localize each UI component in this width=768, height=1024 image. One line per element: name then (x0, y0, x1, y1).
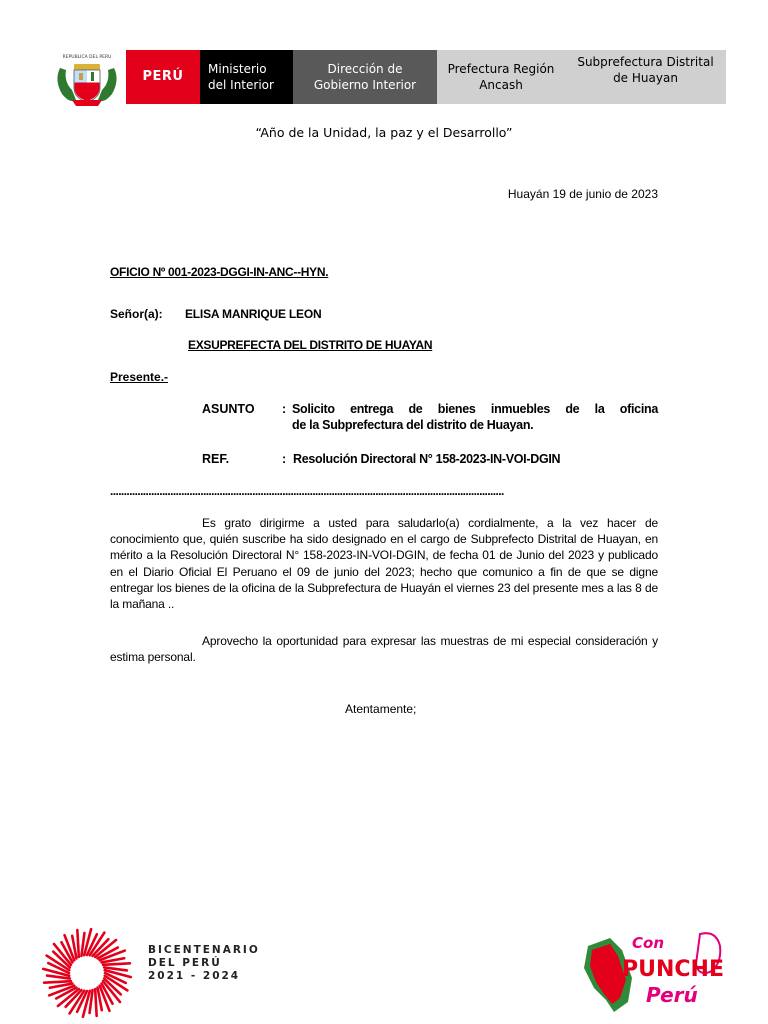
ref-colon: : (282, 452, 287, 466)
dotted-separator: ................................................................................................................................................ (110, 484, 504, 498)
recipient-title: EXSUPREFECTA DEL DISTRITO DE HUAYAN (188, 338, 433, 352)
body-paragraph-1: Es grato dirigirme a usted para saludarlo(a) cordialmente, a la vez hacer de conocimiento que, quién suscribe ha sido designado en el cargo de Subprefecto Distrital de Huayan, en mérito a la Resolución Directoral N° 158-2023-IN-VOI-DGIN, de fecha 01 de Junio del 2023 y publicado en el Diario Oficial El Peruano el 09 de junio del 2023; hecho que comunico a fin de que se digne entregar los bienes de la oficina de la Subprefectura de Huayán el viernes 23 del presente mes a las 8 de la mañana .. (110, 516, 658, 612)
bicentenario-logo-icon (38, 928, 136, 1018)
recipient-name: ELISA MANRIQUE LEON (185, 307, 322, 321)
subprefectura-label: Subprefectura Distrital de Huayan (565, 50, 726, 104)
ref-text: Resolución Directoral N° 158-2023-IN-VOI-DGIN (293, 452, 561, 466)
closing-salutation: Atentamente; (345, 702, 417, 716)
con-punche-peru-logo-icon (570, 916, 730, 1020)
ref-label: REF. (202, 452, 230, 466)
coat-of-arms-icon (52, 50, 122, 108)
asunto-line-1: Solicito entrega de bienes inmuebles de la oficina (292, 402, 658, 416)
year-motto: “Año de la Unidad, la paz y el Desarrollo” (255, 125, 513, 140)
oficio-number: OFICIO Nº 001-2023-DGGI-IN-ANC--HYN. (110, 265, 329, 279)
svg-text:Perú: Perú (646, 983, 698, 1007)
svg-text:PUNCHE: PUNCHE (622, 957, 724, 982)
svg-text:REPUBLICA DEL PERU: REPUBLICA DEL PERU (62, 55, 112, 60)
letter-date: Huayán 19 de junio de 2023 (507, 187, 658, 201)
asunto-line-2: de la Subprefectura del distrito de Huayan. (292, 418, 534, 432)
peru-label: PERÚ (126, 50, 200, 104)
presente-label: Presente.- (110, 370, 169, 384)
direccion-label: Dirección de Gobierno Interior (293, 50, 437, 104)
ministerio-label: Ministerio del Interior (200, 50, 293, 104)
asunto-label: ASUNTO (202, 402, 255, 416)
bicentenario-text: BICENTENARIO DEL PERÚ 2021 - 2024 (148, 944, 260, 982)
asunto-colon: : (282, 402, 287, 416)
letterhead (52, 50, 726, 104)
prefectura-label: Prefectura Región Ancash (437, 50, 565, 104)
recipient-label: Señor(a): (110, 307, 163, 321)
body-paragraph-2: Aprovecho la oportunidad para expresar las muestras de mi especial consideración y estima personal. (110, 634, 658, 665)
svg-text:Con: Con (632, 934, 664, 952)
